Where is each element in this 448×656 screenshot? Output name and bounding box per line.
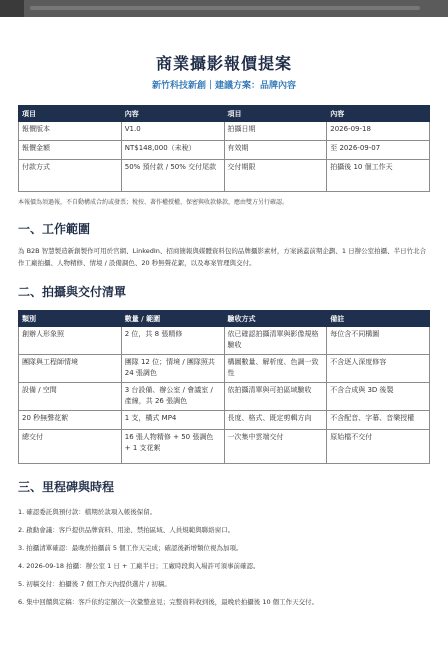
info-cell: 交付期限 — [224, 160, 327, 192]
deliverables-cell: 依已確認拍攝清單與影像規格驗收 — [224, 327, 327, 355]
deliverables-cell: 不含配音、字幕、音樂授權 — [327, 411, 430, 430]
info-cell: NT$148,000（未稅） — [121, 141, 224, 160]
info-cell: 有效期 — [224, 141, 327, 160]
deliverables-cell: 設備 / 空間 — [19, 383, 122, 411]
deliverables-cell: 16 張人物精修 + 50 張調色 + 1 支花絮 — [121, 430, 224, 464]
quote-info-table — [18, 105, 430, 192]
info-header-item-1: 項目 — [19, 106, 122, 122]
deliverables-header-quantity: 數量 / 範圍 — [121, 311, 224, 327]
table-row — [19, 327, 430, 355]
section-heading-deliverables-text: 二、拍攝與交付清單 — [18, 285, 127, 299]
deliverables-cell: 不含逐人深度修容 — [327, 355, 430, 383]
scope-paragraph: 為 B2B 智慧製造新創製作可用於官網、LinkedIn、招商簡報與媒體資料包的品牌攝影素材，方案涵蓋前期企劃、1 日辦公室拍攝、半日竹北合作工廠拍攝、人物精修、情境 / 設備調色、20 秒無聲花絮，以及專案管理與交付。 — [18, 247, 427, 267]
top-bar-scroll-rail — [30, 6, 420, 10]
table-row — [19, 141, 430, 160]
table-row — [19, 430, 430, 464]
deliverables-cell: 團隊與工程師情境 — [19, 355, 122, 383]
document-page — [18, 17, 430, 615]
info-table-header-row — [19, 106, 430, 122]
info-cell: 拍攝後 10 個工作天 — [327, 160, 430, 192]
info-cell: 2026-09-18 — [327, 122, 430, 141]
deliverables-cell: 長度、格式、既定剪輯方向 — [224, 411, 327, 430]
info-cell: 拍攝日期 — [224, 122, 327, 141]
deliverables-table — [18, 310, 430, 464]
deliverables-cell: 1 支，橫式 MP4 — [121, 411, 224, 430]
list-item: 3. 拍攝清單確認：最晚於拍攝前 5 個工作天完成；確認後新增類位視為加項。 — [18, 544, 243, 552]
section-heading-scope-text: 一、工作範圍 — [18, 222, 91, 236]
deliverables-header-remarks: 備註 — [327, 311, 430, 327]
section-heading-milestones-text: 三、里程碑與時程 — [18, 480, 115, 494]
deliverables-cell: 創辦人形象照 — [19, 327, 122, 355]
table-row — [19, 411, 430, 430]
deliverables-cell: 不含合成與 3D 後製 — [327, 383, 430, 411]
list-item: 2. 啟動會議：客戶提供品牌資料、用途、禁拍區域、人員規範與聯絡窗口。 — [18, 526, 235, 534]
deliverables-cell: 一次集中雲端交付 — [224, 430, 327, 464]
section-heading-scope — [18, 220, 430, 237]
deliverables-cell: 團隊 12 位；情境 / 團隊照共 24 張調色 — [121, 355, 224, 383]
deliverables-cell: 依拍攝清單與可拍區域驗收 — [224, 383, 327, 411]
quote-note: 本報價為須過報，不自動構成合約或發票；稅按、著作權授權、保密與收款條款，應由雙方另行確認。 — [18, 199, 289, 206]
info-cell: 報價版本 — [19, 122, 122, 141]
document-title: 商業攝影報價提案 — [155, 54, 292, 73]
browser-top-bar — [0, 0, 448, 17]
info-cell: 至 2026-09-07 — [327, 141, 430, 160]
deliverables-cell: 20 秒無聲花絮 — [19, 411, 122, 430]
deliverables-header-row — [19, 311, 430, 327]
info-cell: V1.0 — [121, 122, 224, 141]
section-heading-milestones — [18, 478, 430, 495]
list-item: 4. 2026-09-18 拍攝：辦公室 1 日 + 工廠半日；工廠時段與入場許可須事前確認。 — [18, 562, 260, 570]
deliverables-cell: 總交付 — [19, 430, 122, 464]
list-item: 5. 初稿交付：拍攝後 7 個工作天內提供選片 / 初稿。 — [18, 580, 171, 588]
section-heading-deliverables — [18, 283, 430, 300]
list-item: 1. 確認委託與預付款：檔期於款項入帳後保留。 — [18, 508, 157, 516]
deliverables-cell: 3 台設備、辦公室 / 會議室 / 產線，共 26 張調色 — [121, 383, 224, 411]
table-row — [19, 122, 430, 141]
deliverables-cell: 每位含不同構圖 — [327, 327, 430, 355]
info-header-item-2: 項目 — [224, 106, 327, 122]
deliverables-cell: 構圖數量、解析度、色調一致性 — [224, 355, 327, 383]
list-item: 6. 集中回饋與定稿：客戶依約定額次一次彙整意見；完整資料收到後，最晚於拍攝後 10 個工作天交付。 — [18, 598, 319, 606]
info-header-content-2: 內容 — [327, 106, 430, 122]
deliverables-header-category: 類別 — [19, 311, 122, 327]
deliverables-cell: 2 位，共 8 張精修 — [121, 327, 224, 355]
info-cell: 付款方式 — [19, 160, 122, 192]
info-header-content-1: 內容 — [121, 106, 224, 122]
info-cell: 50% 預付款 / 50% 交付尾款 — [121, 160, 224, 192]
deliverables-cell: 原始檔不交付 — [327, 430, 430, 464]
document-subtitle: 新竹科技新創｜建議方案：品牌內容 — [151, 81, 296, 91]
deliverables-header-acceptance: 驗收方式 — [224, 311, 327, 327]
table-row — [19, 383, 430, 411]
info-cell: 報價金額 — [19, 141, 122, 160]
milestones-list — [18, 507, 430, 606]
top-bar-accent — [0, 0, 24, 17]
table-row — [19, 355, 430, 383]
table-row — [19, 160, 430, 192]
